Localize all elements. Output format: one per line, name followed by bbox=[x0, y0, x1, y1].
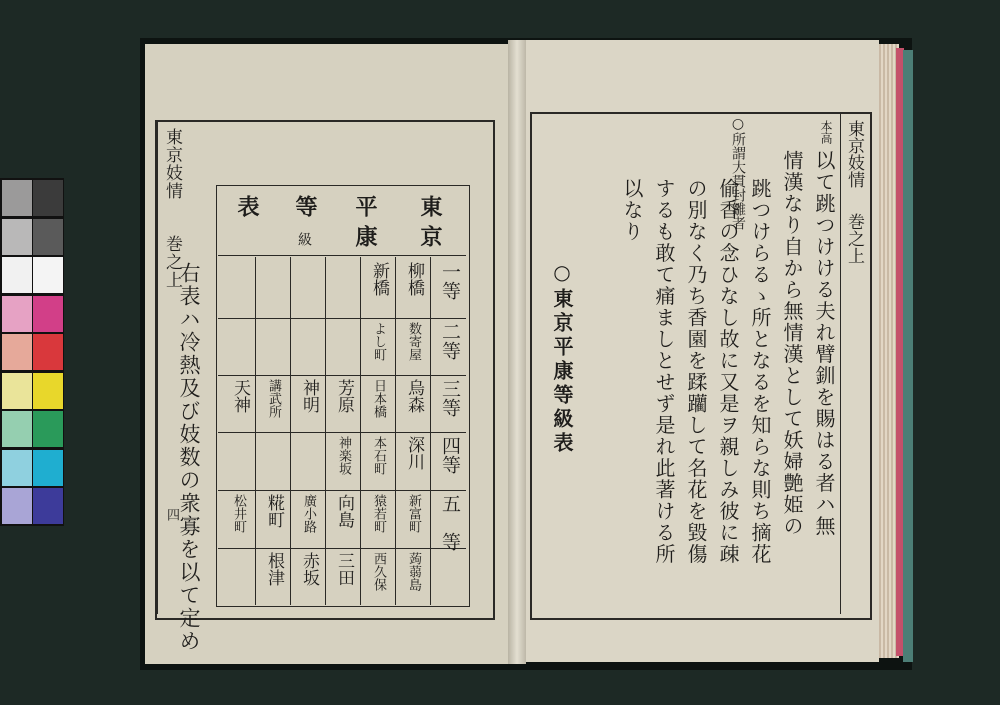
table-cell: 本石町 bbox=[371, 436, 386, 475]
table-title-char: 表 bbox=[234, 195, 260, 217]
table-divider bbox=[218, 318, 466, 319]
color-swatch bbox=[33, 411, 63, 447]
rank-label: 一等 bbox=[439, 262, 461, 300]
color-swatch bbox=[33, 296, 63, 332]
color-swatch bbox=[2, 334, 32, 370]
table-title-char: 平 bbox=[352, 195, 378, 217]
table-divider bbox=[395, 257, 396, 605]
table-title-char: 京 bbox=[417, 225, 443, 247]
table-cell: 講武所 bbox=[266, 379, 281, 418]
table-cell: 松井町 bbox=[231, 494, 246, 533]
color-swatch bbox=[33, 180, 63, 216]
table-divider bbox=[218, 432, 466, 433]
table-cell: 猿若町 bbox=[371, 494, 386, 533]
table-divider bbox=[218, 375, 466, 376]
table-cell: 糀町 bbox=[264, 494, 284, 528]
table-divider bbox=[430, 257, 431, 605]
color-checker bbox=[0, 178, 64, 526]
body-line: 以なり bbox=[620, 178, 644, 243]
table-divider bbox=[325, 257, 326, 605]
running-title-text: 東京妓情 bbox=[162, 128, 182, 200]
rank-label: 三等 bbox=[439, 379, 461, 417]
table-divider bbox=[255, 257, 256, 605]
table-cell: 数寄屋 bbox=[406, 322, 421, 361]
body-line: 跳つけらるゝ所となるを知らな則ち摘花 bbox=[748, 178, 772, 565]
color-swatch bbox=[2, 373, 32, 409]
color-swatch bbox=[33, 257, 63, 293]
head-note: 本高 bbox=[819, 120, 833, 144]
table-cell: 根津 bbox=[264, 552, 284, 586]
body-line: 情漢なり自から無情漢として妖婦艶姫の bbox=[780, 150, 804, 537]
table-cell: 向島 bbox=[334, 494, 354, 528]
table-divider bbox=[218, 490, 466, 491]
table-divider bbox=[218, 548, 466, 549]
running-title-text: 東京妓情 bbox=[844, 120, 864, 188]
color-swatch bbox=[33, 219, 63, 255]
table-cell: 日本橋 bbox=[371, 379, 386, 418]
color-swatch bbox=[2, 257, 32, 293]
color-swatch bbox=[2, 219, 32, 255]
color-swatch bbox=[2, 488, 32, 524]
table-title-char: 東 bbox=[417, 195, 443, 217]
table-cell: 三田 bbox=[334, 552, 354, 586]
table-cell: 烏森 bbox=[404, 379, 424, 413]
book-gutter bbox=[508, 40, 526, 664]
rank-label: 四等 bbox=[439, 436, 461, 474]
body-line: の別なく乃ち香園を蹂躪して名花を毀傷 bbox=[684, 178, 708, 565]
color-swatch bbox=[33, 450, 63, 486]
table-cell: 廣小路 bbox=[301, 494, 316, 533]
table-cell: よし町 bbox=[371, 322, 386, 361]
leaf-number: 四 bbox=[164, 508, 179, 521]
table-cell: 赤坂 bbox=[299, 552, 319, 586]
color-swatch bbox=[33, 488, 63, 524]
volume-text: 巻之上 bbox=[162, 234, 182, 289]
table-cell: 天神 bbox=[230, 379, 250, 413]
table-cell: 新富町 bbox=[406, 494, 421, 533]
table-cell: 深川 bbox=[404, 436, 424, 470]
color-swatch bbox=[2, 296, 32, 332]
table-title-char: 級 bbox=[296, 232, 312, 246]
color-swatch bbox=[2, 180, 32, 216]
right-running-title bbox=[842, 120, 867, 264]
table-cell: 西久保 bbox=[371, 552, 386, 591]
table-title-char: 等 bbox=[292, 195, 318, 217]
table-divider bbox=[360, 257, 361, 605]
table-title-char: 康 bbox=[352, 225, 378, 247]
table-cell: 柳橋 bbox=[404, 262, 424, 296]
rank-label: 五 等 bbox=[439, 494, 461, 551]
color-swatch bbox=[33, 334, 63, 370]
body-line: 以て跳つけける夫れ臂釧を賜はる者ハ無 bbox=[812, 150, 836, 537]
body-line: するも敢て痛ましとせず是れ此著ける所 bbox=[652, 178, 676, 565]
section-heading: ○東京平康等級表 bbox=[550, 260, 574, 456]
color-swatch bbox=[2, 411, 32, 447]
table-cell: 新橋 bbox=[369, 262, 389, 296]
table-cell: 神明 bbox=[299, 379, 319, 413]
cover-edge-teal bbox=[903, 50, 913, 662]
color-swatch bbox=[33, 373, 63, 409]
annotation-note: ○所謂大貫封雛者 bbox=[730, 116, 746, 230]
body-line: 偷香の念ひなし故に又是ヲ親しみ彼に疎 bbox=[716, 178, 740, 565]
rank-label: 二等 bbox=[439, 322, 461, 360]
table-note: 右表ハ冷熱及び妓数の衆寡を以て定め bbox=[177, 262, 201, 653]
table-cell: 神楽坂 bbox=[336, 436, 351, 475]
volume-text: 巻之上 bbox=[844, 212, 864, 264]
table-cell: 蒟蒻島 bbox=[406, 552, 421, 591]
table-cell: 芳原 bbox=[334, 379, 354, 413]
table-divider bbox=[290, 257, 291, 605]
color-swatch bbox=[2, 450, 32, 486]
